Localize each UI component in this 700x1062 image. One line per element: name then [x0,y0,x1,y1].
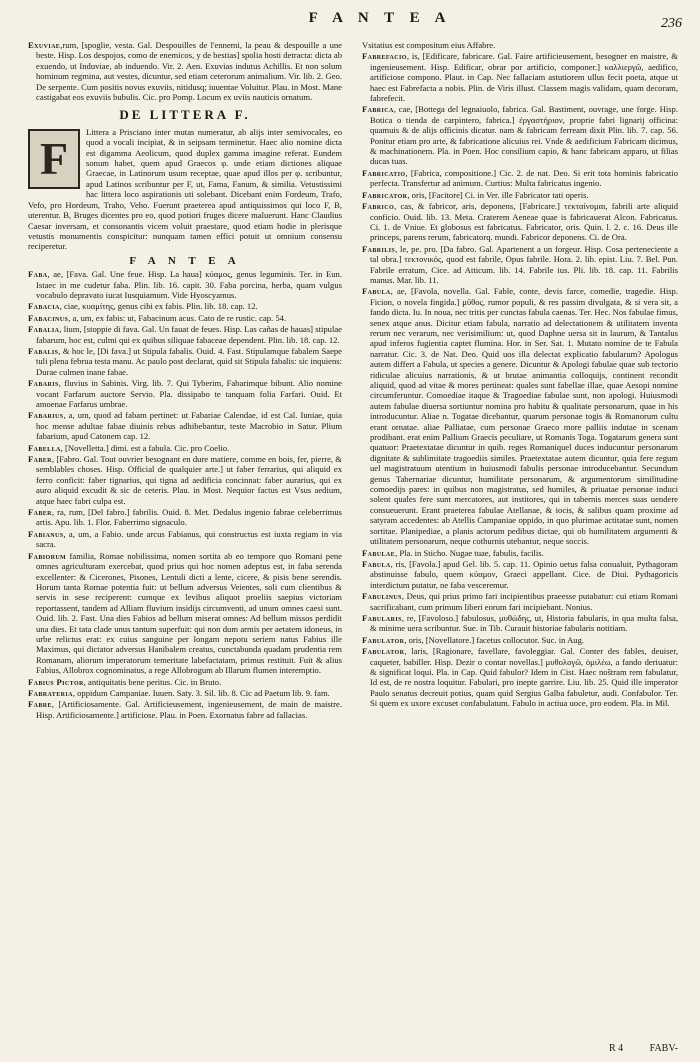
entry-text: , a, um, ex fabis: ut, Fabacinum acus. Cato de re rustic. cap. 54. [68,312,287,323]
entry-headword: Fabarius [28,410,64,421]
entry-text: , ris, [Favola.] apud Gel. lib. 5. cap. 11. Opinio uetus falsa conualuit, Pythagoram abstinuisse fabulo, quem κύαμον, Graeci appellant. Cice. de Diui. Pythagoricis interdictum putatur, ne faba vesceremur. [370,558,678,590]
intro-paragraph [28,127,342,252]
dictionary-entry [28,40,342,102]
dictionary-entry [362,646,678,708]
dictionary-entry [362,168,678,189]
entry-headword: Fabrateria [28,687,73,698]
dictionary-entry [362,613,678,634]
dictionary-entry [362,591,678,612]
entry-headword: Fabrilis [362,243,396,254]
dictionary-entry [362,635,678,645]
entry-text: , cas, & fabricor, aris, deponens, [Fabricare.] τεκταίνομαι, fabrili arte aliquid conficio. Ouid. lib. 13. Meta. Craterem Aeneae quae is fabricauerat Alcon. Fabricatus. Ci. 1. de Vniue. Et globosus est fabricatus. Fabricator, oris. Quin. l. 2. c. 16. Deus ille princeps, parens rerum, fabricatorq. mundi. Fabricor deponens. Ci. de Ora. [370,201,678,243]
page-header [0,10,700,36]
dictionary-entry [28,378,342,409]
entry-text: familia, Romae nobilissima, nomen sortita ab eo tempore quo Romani pene omnes agriculturam exercebat, quod prius qui hoc nomen adeptus est, in faba serenda excellenter: & Cicerones, Pisones, Lentuli dicti a lente, cicere, & pisis bene serendis. Horum tanta Romae potentia fuit: ut bellum adversus Veientes, soli cum clientibus & servis in sese reciperent: cumque ex levibus aliquot proeliis saepius victoriam reportassent, tandem ad Alliam fluvium insidijs circumventi, ad unum omnes caesi sunt. Ouid. lib. 2. Fast. Una dies Fabios ad bellum miserat omnes: Ad bellum missos perdidit una dies. Et tata clade unus tantum superfuit: qui non dum armis per aetatem idoneus, in urbe relictus erat: ex cuius sanguine per longam nepotu seriem natus Fabius ille Maximus, qui dictator adversus Hanibalem creatus, cunctabunda quadam prudentia rem Romanam, aliorum imperatorum temeritate labefactatam, primus restituit. Fuit & alius Fabius, Allobrox cognominatus, a rege Allobrogum ab Illarum flumen interemptio. [36,550,342,676]
entry-text: , le, pe. pro. [Da fabro. Gal. Apartenent a un forgeur. Hisp. Cosa perteneciente a tal obra.] τεκτονικός, quod est fabrile, Opus fabrile. Hora. 2. lib. epist. Liu. 7. Bel. Pun. Fabrile erratum, Cice. ad Atticum. lib. 14. Fabrile ius. Pli. lib. 18. cap. 11. Fabrilis manus. Mar. lib. 11. [370,243,678,285]
left-top-entries [28,40,342,102]
entry-text: , [Novelletta.] dimi. est a fabula. Cic. pro Coelio. [60,442,230,453]
entry-text: , Deus, qui prius primo fari incipientibus praeesse putabatur: cui etiam Romani sacrificabant, cum primum liberi eorum fari incipiebant. Nonius. [370,591,678,612]
entry-headword: Faba [28,269,48,280]
entry-text: Vsitatius est compositum eius Affabre. [362,40,496,50]
entry-text: , oris, [Facitore] Ci. in Ver. ille Fabricator tati operis. [407,189,589,200]
entry-text: , [Artificiosamente. Gal. Artificieusement, ingenieusement, de main de maistre. Hisp. Artificiosamente.] artificiose. Plau. in Poen. Exornatus fabre ad fallacias. [36,699,342,720]
dictionary-entry [28,301,342,311]
left-entries [28,269,342,720]
entry-headword: Fabularis [362,612,402,623]
entry-text: , lium, [stoppie di fava. Gal. Un fauat de feues. Hisp. Las cañas de hauas] stipulae fabarum, hoc est, culmi qui ex quibus siliquae fabaceae dependent. Plin. lib. 18. cap. 12. [36,324,342,345]
entry-headword: Fabius Pictor [28,676,84,687]
entry-text: ,rum, [spoglie, vesta. Gal. Despouilles de l'ennemi, la peau & despouille a une beste. Hisp. Los despojos, como de enemicos, y de bestias] spolia hosti detracta: dicta ab exuendo, ut Induviae, ab induendo. Vir. 2. Aen. Exuvias indutus Achillis. Et non solum hominum regmina, aut vestes, dicuntur, sed etiam ceterorum animalium. Vir. lib. 2. Geo. De serpente. Cum positis novus exuviis, nitidusq; iuuentae Voluitur. Plau. in Most. Mane castigabat eos exuviis bubulis. Cic. pro Pomp. Locum ex uviis nauticis ornatum. [36,40,342,103]
entry-headword: Fabricatio [362,167,406,178]
entry-text: , cae, [Bottega del legnaiuolo, fabrica. Gal. Bastiment, ouvrage, une forge. Hisp. Botica o tienda de carpintero, fabrica.] ἐργαστήριον, proprie fabri lignarij officina: quamuis & de alijs officinis dicatur. nam & fabricam ferream dixit Plin. lib. 7. cap. 56. Ponitur etiam pro arte, & fabricatione alicuius rei. Vnde & aedificium Fabricam dicimus, & machinationem. Pla. in Poen. Hoc consilium capio, & hanc fabricam apparo, ut filias ducas tuas. [370,104,678,167]
entry-text: , laris, [Ragionare, favellare, favoleggiar. Gal. Conter des fables, deuiser, caqueter, babiller. Hisp. Dezir o contar novellas.] μυθολογῶ, ὁμιλέω, a fando deriuatur: & significat loqui. Pla. in Cap. Quid fabulor? Idem in Cist. Haec noštram rem fabulatur, Id est, de re nostra loquitur. Fabulari, pro inepte garrire. Liu. lib. 25. Quid ille imperator Paulo senatus decreuit potius, quam quid Sergius Galba fabuletur, audi. Confabulor. Ter. Si quem ex uxore excuset confabulatum. Fabulo in actiua uoce, pro eodem. Pla. in Mil. [370,646,678,709]
entry-headword: Fabacia [28,301,60,312]
entry-headword: Fabrico [362,201,395,212]
entry-headword: Fabre [28,699,52,710]
entry-text: , ae, [Fava. Gal. Une feue. Hisp. La haua] κύαμος, genus leguminis. Ter. in Eun. Istaec in me cudetur faba. Plin. lib. 16. capit. 30. Faba porcina, herba, quam vulgus vocabulo depravato iucat Iusquiamum. Vide Hyoscyamus. [36,269,342,300]
dictionary-entry [362,548,678,558]
dictionary-entry [362,286,678,546]
dictionary-entry [362,51,678,103]
dictionary-entry [362,190,678,200]
entry-headword: Fabulator [362,634,405,645]
entry-headword: Fabacinus [28,312,69,323]
entry-headword: Fabulinus [362,591,402,602]
entry-headword: Fabulator [362,646,405,657]
entry-headword: Fabrica [362,104,394,115]
entry-text: , antiquitatis bene peritus. Cic. in Bruto. [83,676,222,687]
entry-text: , is, [Edificare, fabricare. Gal. Faire artificieusement, besogner en maistre, & ingenieusement. Hisp. Edificar, obrar por artificio, componer.] καλλιεργῶ, aedifico, artificiose compono. Plaut. in Cap. Nec fallaciam astutiorem ullus fecit poeta, atque ut haec est Fabrefacta a nobis. Plin. de Viris illust. Classem magis validam, quam decoram, fabrefecit. [370,51,678,104]
right-column [362,40,678,1040]
entry-text: , & hoc le, [Di fava.] ut Stipula fabalis. Ouid. 4. Fast. Stipulamque fabalem Saepe tuli plena februa testa manu. Ac paulo post declarat, quid sit Stipula fabalis: sic inquiens: Durae culmen inane fabae. [36,345,342,377]
dictionary-entry [28,699,342,720]
left-column [28,40,342,1040]
entry-headword: Faber [28,454,52,465]
entry-headword: Fabulae [362,547,396,558]
entry-text: , re, [Favoloso.] fabulosus, μυθώδης, ut, Historia fabularis, in qua multa falsa, & minime uera scribuntur. Sue. in Tib. Curauit historiae fabularis notitiam. [370,612,678,634]
dictionary-entry [28,346,342,377]
entry-text: , oris, [Novellatore.] facetus collocutor. Suc. in Aug. [404,634,585,645]
dictionary-entry [28,410,342,441]
decorated-initial: F [28,129,80,189]
entry-headword: Fabula [362,286,391,297]
dictionary-entry [28,324,342,345]
entry-text: , ae, [Favola, novella. Gal. Fable, conte, devis farce, comedie, tragedie. Hisp. Ficion, o novela fingida.] μῦθος, rumor populi, & res passim divulgata, & si vera sit, a fando dicta. Iu. In noua, nec tritis per cunctas fabula caenas. Ter. Hec. Nos fabulae fimus, senex atque anus. Dicitur etiam fabula, narratio ad delectationem & utilitatem inventa rerum nec verarum, nec verisimilium: ut, quod Daphne uersa sit in laurum, & Tantalus apud inferos fugientia captet flumina. Hor. in Ser. Sat. 1. Mutato nomine de te Fabula narratur. Cic. 3. de Nat. Deo. Quid uos illa delectat explicatio fabularum? Apologus autem differt a Fabula, ut species a genere. Dicuntur & Apologi fabulae quae sub tectorio ridiculae alicuius narrationis, & ut brutae animantia colloquijs, continent recondit aliquid, quod ad vitae & mores pertineat: quales sunt fabellae illae, quae Aesopi nomine circumferuntur. Comoediae itaque & Tragoediae fabulae sunt, non apologi. Huiusmodi autem fabulae diuersa sortiuntur nomina pro habitu & qualitate personarum, quae in his introducuntur. Aliae n. Togatae dicebantur, quarum personae togis & Romanorum cultu erant ornatae. aliae Palliatae, cum personae Graeco more palliis indutae in scenam prodibant. erat enim Pallium Graecis peculiare, ut Romanis Toga. Togatarum genera sunt quatuor: Praetextatae dicuntur in quib. reges Romaniquel duces inducuntur personarum dignitate & sublimitate tragoediis similes. Praetextatae autem dicuntur, quia fere regum uel magistratuum utentium in huiusmodi fabulis personae introducebantur. Secundum genus Tabernariae dicuntur, humilitate personarum, & argumentorum similitudine comoedijs pares: in quibus non magistratus, sed humiles, & priuatae personae induci solent quales fere sunt mercatores, aut institores, qui in tabernis merces suas uendere consueuerunt. Erant praeterea fabulae Atellanae, & iocis, & salibus quam proxime ad satyram accedentes: ab Atellis Campaniae oppido, in quo plurimae actitatae sunt, nomen sortitae. Planipediae, a planis actorum pedibus dictae, qui ob humilitatem argumenti & utilitatem personarum, neque cothurnis utebantur, neque soccis. [370,286,678,547]
entry-text: , a, um, a Fabio. unde arcus Fabianus, qui constructus est iuxta regiam in via sacra. [36,528,342,550]
dictionary-entry [28,529,342,550]
dictionary-entry [28,454,342,506]
entry-headword: Faber [28,507,52,518]
dictionary-entry [28,688,342,698]
entry-text: , a, um, quod ad fabam pertinet: ut Fabariae Calendae, id est Cal. Iuniae, quia hoc mense adultae fabae diuinis rebus adhibebantur, teste Macrobio in Satur. Plium fabarium, apud Catonem cap. 12. [36,410,342,442]
dictionary-entry [362,559,678,590]
dictionary-entry [362,244,678,286]
dictionary-entry [28,551,342,676]
dictionary-entry [28,313,342,323]
entry-headword: Exuviae [28,40,61,50]
entry-text: , fluvius in Sabinis. Virg. lib. 7. Qui Tyberim, Fabarimque bibunt. Alio nomine vocant Farfarum auctore Servio. Pla. dissipabo te tanquam folia Farfari. Ouid. Et amoenae Farfarus umbrae. [36,378,342,409]
entry-text: , oppidum Campaniae. Iuuen. Saty. 3. Sil. lib. 8. Cic ad Paetum lib. 9. fam. [72,687,330,698]
subsection-heading: F A N T E A [129,254,241,267]
right-entries [362,40,678,709]
dictionary-entry [362,201,678,243]
dictionary-entry [362,104,678,166]
page-footer [585,1043,678,1054]
catchword: FABV- [649,1043,678,1054]
entry-headword: Fabalia [28,324,60,335]
dictionary-entry [28,443,342,453]
entry-text: , ra, rum, [Del fabro.] fabrilis. Ouid. 8. Met. Dedalus ingenio fabrae celeberrimus artis. Apu. lib. 1. Flor. Faberrimo signaculo. [36,507,342,528]
entry-headword: Fabalis [28,345,59,356]
entry-text: , Pla. in Sticho. Nugae tuae, fabulis, facilis. [395,547,544,558]
entry-headword: Fabricator [362,189,408,200]
dictionary-entry [28,677,342,687]
running-head: F A N T E A [308,10,452,26]
entry-headword: Fabaris [28,378,59,389]
dictionary-entry [28,269,342,300]
entry-headword: Fabianus [28,528,64,539]
entry-text: , ciae, κυαμίτης, genus cibi ex fabis. Plin. lib. 18. cap. 12. [59,301,258,312]
intro-text: Littera a Prisciano inter mutas numeratur, ab alijs inter semivocales, eo quod a vocali incipiat, & in seipsam terminetur. Haec alio nomine dicta est digamma Aeolicum, quod duplex gamma imagine referat. Eundem sonum habet, quem apud Graecos φ. unde etiam dictiones aliquae Graecae, in Latinorum usum receptae, quae apud illos per φ. scribuntur, apud Latinos scribuntur per F, ut, Fama, Fanum, & similia. Vetustissimi hac littera loco aspirationis uti solebant. Dicebant enim Fordeum, Trafo, Vefo, pro Hordeum, Traho, Veho. Fuerunt praeterea apud antiquissimos qui loco F, B, uterentur. B, Bruges dicentes pro eo, quod potiori fruges dicere maluerunt. Hanc Claudius Caesar inversam, et consonantis vicem voluit praestare, quod etiam hodie in plerisque vetustis monumentis conspicitur: nunquam tamen effici potuit ut omnium consensu reciperetur. [28,126,342,252]
entry-headword: Fabula [362,558,391,569]
entry-headword: Fabiorum [28,550,67,561]
entry-text: , [Fabrica, compositione.] Cic. 2. de nat. Deo. Si erit tota hominis fabricatio perfecta. Transfertur ad animum. Curtius: Multa fabricatus ingenio. [370,167,678,189]
dictionary-entry [28,507,342,528]
entry-text: , [Fabro. Gal. Tout ouvrier besognant en dure matiere, comme en bois, fer, pierre, & semblables choses. Hisp. Official de qualquier arte.] ut faber ferrarius, qui aliquid ex ferro conficit: faber tignarius, qui tigna ad aedificia concinnat: faber aurarius, qui ex auro aliquid excudit & sic de ceteris. Plau. in Most. Nequior factus est Vsus aedium, atque haec fabri culpa est. [36,454,342,506]
signature-mark: R 4 [608,1043,624,1054]
entry-headword: Fabella [28,442,61,453]
entry-headword: Fabrefacio [362,51,407,62]
section-title: DE LITTERA F. [119,107,251,123]
dictionary-entry [362,40,678,50]
page-number: 236 [661,16,682,31]
